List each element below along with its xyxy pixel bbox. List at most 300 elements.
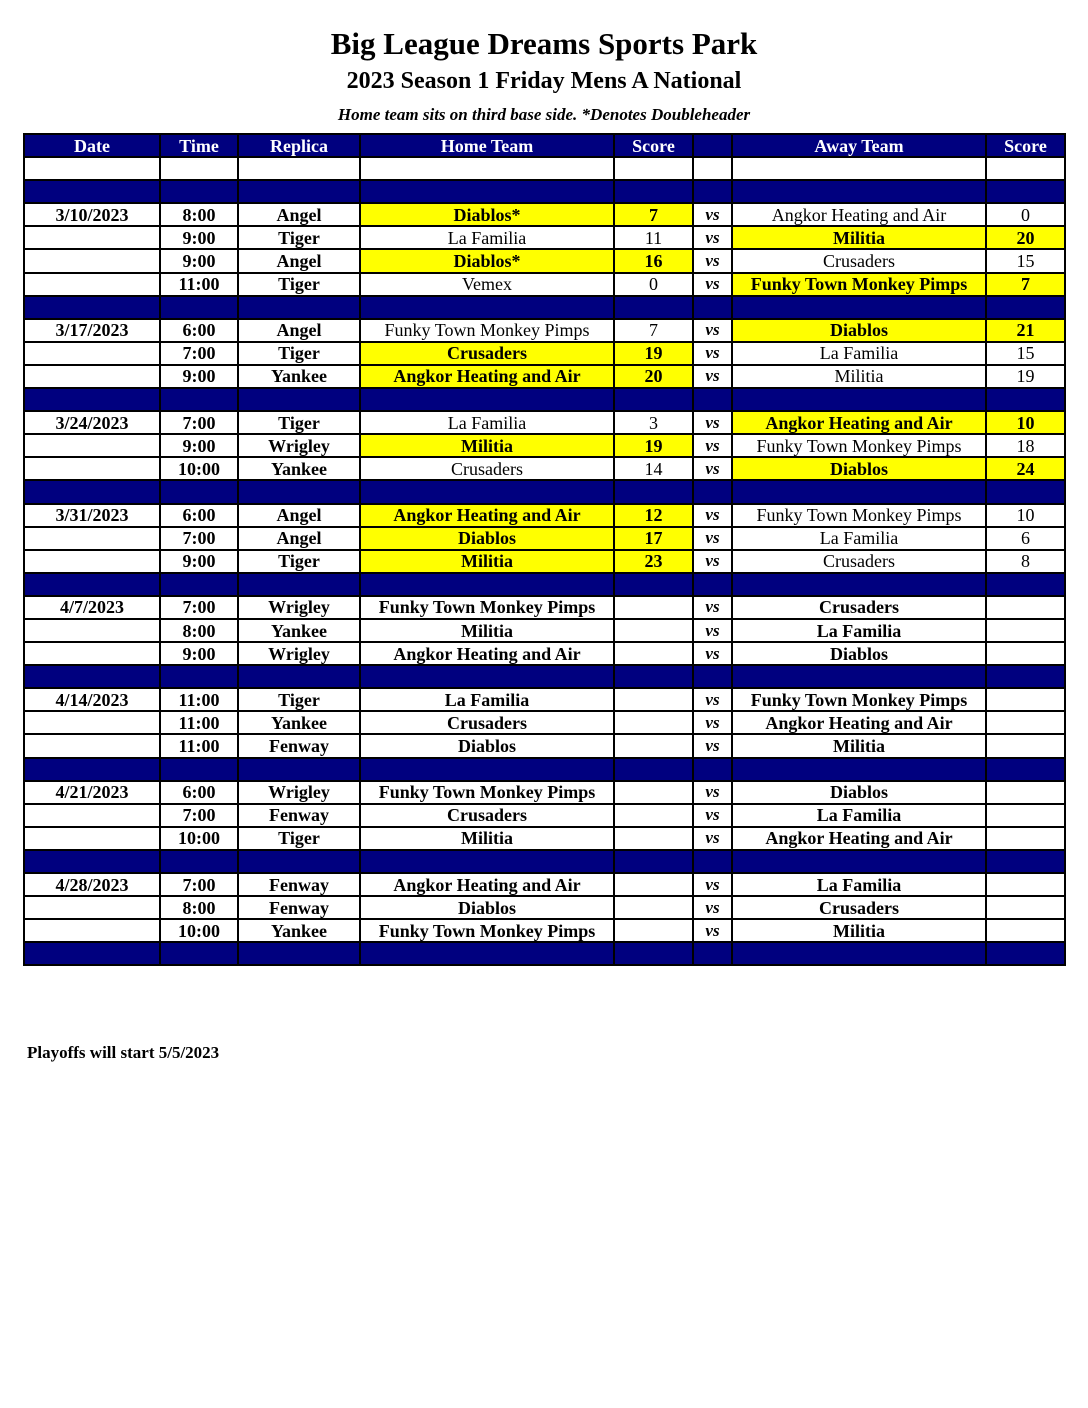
away-score-cell bbox=[986, 480, 1065, 503]
vs-cell: vs bbox=[693, 342, 732, 365]
replica-cell: Yankee bbox=[238, 457, 360, 480]
away-team-cell: Crusaders bbox=[732, 550, 986, 573]
separator-row bbox=[24, 942, 1065, 965]
date-cell bbox=[24, 734, 160, 757]
home-score-cell: 17 bbox=[614, 527, 693, 550]
away-team-cell bbox=[732, 157, 986, 180]
separator-row bbox=[24, 480, 1065, 503]
away-score-cell bbox=[986, 688, 1065, 711]
away-team-cell: Angkor Heating and Air bbox=[732, 711, 986, 734]
time-cell: 10:00 bbox=[160, 457, 238, 480]
away-score-cell bbox=[986, 919, 1065, 942]
away-team-cell bbox=[732, 180, 986, 203]
home-team-cell: Militia bbox=[360, 619, 614, 642]
vs-cell: vs bbox=[693, 550, 732, 573]
col-header-away-team: Away Team bbox=[732, 134, 986, 157]
vs-cell bbox=[693, 758, 732, 781]
vs-cell: vs bbox=[693, 642, 732, 665]
time-cell: 6:00 bbox=[160, 504, 238, 527]
away-score-cell: 19 bbox=[986, 365, 1065, 388]
vs-cell: vs bbox=[693, 596, 732, 619]
home-score-cell: 14 bbox=[614, 457, 693, 480]
replica-cell: Fenway bbox=[238, 804, 360, 827]
home-team-cell: Crusaders bbox=[360, 457, 614, 480]
date-cell bbox=[24, 665, 160, 688]
home-score-cell bbox=[614, 388, 693, 411]
away-team-cell: Militia bbox=[732, 226, 986, 249]
time-cell bbox=[160, 296, 238, 319]
home-score-cell: 11 bbox=[614, 226, 693, 249]
date-cell bbox=[24, 273, 160, 296]
col-header-home-team: Home Team bbox=[360, 134, 614, 157]
vs-cell: vs bbox=[693, 504, 732, 527]
date-cell bbox=[24, 573, 160, 596]
date-cell bbox=[24, 249, 160, 272]
replica-cell bbox=[238, 942, 360, 965]
away-score-cell bbox=[986, 734, 1065, 757]
away-team-cell bbox=[732, 480, 986, 503]
time-cell bbox=[160, 388, 238, 411]
away-score-cell bbox=[986, 642, 1065, 665]
home-team-cell: Crusaders bbox=[360, 342, 614, 365]
time-cell: 9:00 bbox=[160, 550, 238, 573]
home-score-cell bbox=[614, 734, 693, 757]
away-team-cell: Funky Town Monkey Pimps bbox=[732, 504, 986, 527]
vs-cell: vs bbox=[693, 734, 732, 757]
home-team-cell: Diablos bbox=[360, 734, 614, 757]
date-cell bbox=[24, 896, 160, 919]
away-score-cell: 24 bbox=[986, 457, 1065, 480]
page-subtitle: 2023 Season 1 Friday Mens A National bbox=[346, 68, 742, 94]
away-score-cell bbox=[986, 942, 1065, 965]
away-team-cell: Militia bbox=[732, 734, 986, 757]
game-row bbox=[24, 319, 1065, 342]
home-score-cell: 19 bbox=[614, 434, 693, 457]
replica-cell bbox=[238, 758, 360, 781]
home-score-cell bbox=[614, 758, 693, 781]
time-cell: 7:00 bbox=[160, 804, 238, 827]
away-score-cell bbox=[986, 619, 1065, 642]
home-team-cell: Diablos bbox=[360, 527, 614, 550]
replica-cell bbox=[238, 480, 360, 503]
separator-row bbox=[24, 388, 1065, 411]
home-score-cell bbox=[614, 873, 693, 896]
home-score-cell: 0 bbox=[614, 273, 693, 296]
date-cell bbox=[24, 827, 160, 850]
vs-cell: vs bbox=[693, 457, 732, 480]
col-header-home-score: Score bbox=[614, 134, 693, 157]
game-row bbox=[24, 642, 1065, 665]
date-cell bbox=[24, 550, 160, 573]
time-cell: 6:00 bbox=[160, 781, 238, 804]
home-score-cell: 16 bbox=[614, 249, 693, 272]
vs-cell: vs bbox=[693, 804, 732, 827]
game-row bbox=[24, 711, 1065, 734]
date-cell bbox=[24, 434, 160, 457]
away-score-cell bbox=[986, 758, 1065, 781]
schedule-body bbox=[24, 157, 1065, 965]
vs-cell bbox=[693, 573, 732, 596]
game-row bbox=[24, 873, 1065, 896]
replica-cell: Tiger bbox=[238, 226, 360, 249]
replica-cell bbox=[238, 388, 360, 411]
home-team-cell bbox=[360, 388, 614, 411]
away-score-cell: 15 bbox=[986, 342, 1065, 365]
col-header-time: Time bbox=[160, 134, 238, 157]
away-team-cell: Militia bbox=[732, 365, 986, 388]
replica-cell bbox=[238, 573, 360, 596]
replica-cell: Wrigley bbox=[238, 596, 360, 619]
away-team-cell bbox=[732, 296, 986, 319]
time-cell: 9:00 bbox=[160, 226, 238, 249]
home-team-cell bbox=[360, 665, 614, 688]
home-team-cell: Funky Town Monkey Pimps bbox=[360, 919, 614, 942]
away-team-cell: La Familia bbox=[732, 527, 986, 550]
home-score-cell bbox=[614, 180, 693, 203]
home-score-cell bbox=[614, 665, 693, 688]
away-score-cell bbox=[986, 296, 1065, 319]
blank-row bbox=[24, 157, 1065, 180]
away-score-cell: 10 bbox=[986, 411, 1065, 434]
date-cell bbox=[24, 157, 160, 180]
game-row bbox=[24, 411, 1065, 434]
separator-row bbox=[24, 758, 1065, 781]
time-cell: 11:00 bbox=[160, 711, 238, 734]
home-team-cell: Angkor Heating and Air bbox=[360, 873, 614, 896]
replica-cell bbox=[238, 180, 360, 203]
away-score-cell bbox=[986, 873, 1065, 896]
page-note: Home team sits on third base side. *Denotes Doubleheader bbox=[337, 105, 751, 124]
home-team-cell bbox=[360, 157, 614, 180]
game-row bbox=[24, 734, 1065, 757]
date-cell: 3/31/2023 bbox=[24, 504, 160, 527]
date-cell bbox=[24, 180, 160, 203]
home-score-cell bbox=[614, 850, 693, 873]
vs-cell: vs bbox=[693, 919, 732, 942]
game-row bbox=[24, 688, 1065, 711]
away-team-cell: Funky Town Monkey Pimps bbox=[732, 434, 986, 457]
away-score-cell: 8 bbox=[986, 550, 1065, 573]
away-team-cell: Angkor Heating and Air bbox=[732, 827, 986, 850]
away-team-cell: Diablos bbox=[732, 319, 986, 342]
date-cell: 4/21/2023 bbox=[24, 781, 160, 804]
replica-cell: Tiger bbox=[238, 411, 360, 434]
time-cell: 6:00 bbox=[160, 319, 238, 342]
away-score-cell: 10 bbox=[986, 504, 1065, 527]
vs-cell: vs bbox=[693, 873, 732, 896]
game-row bbox=[24, 226, 1065, 249]
separator-row bbox=[24, 296, 1065, 319]
time-cell: 7:00 bbox=[160, 342, 238, 365]
vs-cell: vs bbox=[693, 781, 732, 804]
date-cell bbox=[24, 480, 160, 503]
game-row bbox=[24, 203, 1065, 226]
away-team-cell bbox=[732, 573, 986, 596]
time-cell: 11:00 bbox=[160, 688, 238, 711]
home-score-cell bbox=[614, 480, 693, 503]
home-team-cell: Diablos bbox=[360, 896, 614, 919]
game-row bbox=[24, 827, 1065, 850]
away-score-cell bbox=[986, 711, 1065, 734]
replica-cell: Wrigley bbox=[238, 642, 360, 665]
time-cell bbox=[160, 665, 238, 688]
vs-cell bbox=[693, 388, 732, 411]
vs-cell bbox=[693, 180, 732, 203]
separator-row bbox=[24, 850, 1065, 873]
away-score-cell bbox=[986, 850, 1065, 873]
replica-cell: Angel bbox=[238, 203, 360, 226]
time-cell: 8:00 bbox=[160, 896, 238, 919]
vs-cell bbox=[693, 942, 732, 965]
home-team-cell: La Familia bbox=[360, 226, 614, 249]
game-row bbox=[24, 896, 1065, 919]
home-team-cell: Funky Town Monkey Pimps bbox=[360, 781, 614, 804]
home-score-cell bbox=[614, 688, 693, 711]
col-header-replica: Replica bbox=[238, 134, 360, 157]
away-team-cell: Angkor Heating and Air bbox=[732, 203, 986, 226]
col-header-date: Date bbox=[24, 134, 160, 157]
date-cell bbox=[24, 527, 160, 550]
replica-cell: Wrigley bbox=[238, 781, 360, 804]
date-cell bbox=[24, 804, 160, 827]
home-team-cell: Militia bbox=[360, 434, 614, 457]
home-team-cell: Diablos* bbox=[360, 249, 614, 272]
time-cell: 8:00 bbox=[160, 203, 238, 226]
page-title: Big League Dreams Sports Park bbox=[330, 26, 758, 61]
home-team-cell: Funky Town Monkey Pimps bbox=[360, 319, 614, 342]
home-team-cell: Angkor Heating and Air bbox=[360, 504, 614, 527]
home-team-cell bbox=[360, 480, 614, 503]
away-team-cell: Funky Town Monkey Pimps bbox=[732, 688, 986, 711]
game-row bbox=[24, 781, 1065, 804]
home-score-cell bbox=[614, 896, 693, 919]
col-header-away-score: Score bbox=[986, 134, 1065, 157]
away-team-cell: Diablos bbox=[732, 642, 986, 665]
replica-cell bbox=[238, 665, 360, 688]
away-team-cell bbox=[732, 758, 986, 781]
replica-cell: Fenway bbox=[238, 734, 360, 757]
vs-cell bbox=[693, 850, 732, 873]
header-row bbox=[24, 134, 1065, 157]
away-team-cell bbox=[732, 850, 986, 873]
away-team-cell: Diablos bbox=[732, 781, 986, 804]
home-score-cell: 7 bbox=[614, 319, 693, 342]
vs-cell: vs bbox=[693, 319, 732, 342]
home-score-cell bbox=[614, 804, 693, 827]
time-cell: 8:00 bbox=[160, 619, 238, 642]
time-cell bbox=[160, 480, 238, 503]
away-team-cell: La Familia bbox=[732, 619, 986, 642]
home-team-cell: Crusaders bbox=[360, 711, 614, 734]
away-score-cell: 18 bbox=[986, 434, 1065, 457]
replica-cell: Angel bbox=[238, 527, 360, 550]
replica-cell: Tiger bbox=[238, 273, 360, 296]
home-team-cell: La Familia bbox=[360, 688, 614, 711]
game-row bbox=[24, 434, 1065, 457]
vs-cell bbox=[693, 157, 732, 180]
away-score-cell bbox=[986, 896, 1065, 919]
home-score-cell bbox=[614, 711, 693, 734]
away-team-cell bbox=[732, 942, 986, 965]
replica-cell: Fenway bbox=[238, 896, 360, 919]
date-cell bbox=[24, 342, 160, 365]
separator-row bbox=[24, 573, 1065, 596]
home-team-cell: Militia bbox=[360, 550, 614, 573]
replica-cell: Angel bbox=[238, 319, 360, 342]
away-score-cell bbox=[986, 388, 1065, 411]
away-score-cell bbox=[986, 827, 1065, 850]
away-team-cell: Funky Town Monkey Pimps bbox=[732, 273, 986, 296]
away-score-cell bbox=[986, 573, 1065, 596]
vs-cell bbox=[693, 665, 732, 688]
away-team-cell bbox=[732, 388, 986, 411]
replica-cell: Yankee bbox=[238, 919, 360, 942]
replica-cell: Tiger bbox=[238, 550, 360, 573]
time-cell bbox=[160, 573, 238, 596]
time-cell: 7:00 bbox=[160, 873, 238, 896]
away-team-cell: Militia bbox=[732, 919, 986, 942]
away-team-cell: La Familia bbox=[732, 342, 986, 365]
date-cell bbox=[24, 942, 160, 965]
home-team-cell bbox=[360, 850, 614, 873]
date-cell: 4/28/2023 bbox=[24, 873, 160, 896]
date-cell bbox=[24, 226, 160, 249]
replica-cell: Tiger bbox=[238, 688, 360, 711]
game-row bbox=[24, 457, 1065, 480]
time-cell: 10:00 bbox=[160, 919, 238, 942]
time-cell bbox=[160, 850, 238, 873]
time-cell: 9:00 bbox=[160, 642, 238, 665]
date-cell bbox=[24, 642, 160, 665]
replica-cell: Fenway bbox=[238, 873, 360, 896]
home-team-cell: La Familia bbox=[360, 411, 614, 434]
home-team-cell bbox=[360, 942, 614, 965]
home-score-cell: 20 bbox=[614, 365, 693, 388]
away-score-cell: 20 bbox=[986, 226, 1065, 249]
home-team-cell bbox=[360, 758, 614, 781]
replica-cell bbox=[238, 157, 360, 180]
time-cell: 7:00 bbox=[160, 596, 238, 619]
game-row bbox=[24, 273, 1065, 296]
home-team-cell: Militia bbox=[360, 827, 614, 850]
game-row bbox=[24, 527, 1065, 550]
time-cell bbox=[160, 157, 238, 180]
time-cell bbox=[160, 180, 238, 203]
game-row bbox=[24, 504, 1065, 527]
away-team-cell: Angkor Heating and Air bbox=[732, 411, 986, 434]
home-score-cell bbox=[614, 573, 693, 596]
date-cell bbox=[24, 296, 160, 319]
time-cell: 7:00 bbox=[160, 527, 238, 550]
vs-cell: vs bbox=[693, 365, 732, 388]
time-cell: 10:00 bbox=[160, 827, 238, 850]
home-score-cell bbox=[614, 619, 693, 642]
vs-cell bbox=[693, 296, 732, 319]
away-score-cell bbox=[986, 596, 1065, 619]
replica-cell: Yankee bbox=[238, 619, 360, 642]
home-score-cell: 7 bbox=[614, 203, 693, 226]
home-score-cell bbox=[614, 942, 693, 965]
replica-cell: Tiger bbox=[238, 827, 360, 850]
home-score-cell: 12 bbox=[614, 504, 693, 527]
game-row bbox=[24, 596, 1065, 619]
away-score-cell: 6 bbox=[986, 527, 1065, 550]
col-header-vs bbox=[693, 134, 732, 157]
time-cell bbox=[160, 758, 238, 781]
home-score-cell bbox=[614, 596, 693, 619]
away-team-cell: Crusaders bbox=[732, 896, 986, 919]
date-cell: 3/10/2023 bbox=[24, 203, 160, 226]
home-score-cell bbox=[614, 157, 693, 180]
away-team-cell bbox=[732, 665, 986, 688]
date-cell: 4/14/2023 bbox=[24, 688, 160, 711]
time-cell: 9:00 bbox=[160, 434, 238, 457]
vs-cell: vs bbox=[693, 896, 732, 919]
away-score-cell bbox=[986, 665, 1065, 688]
away-team-cell: La Familia bbox=[732, 804, 986, 827]
home-team-cell: Vemex bbox=[360, 273, 614, 296]
away-team-cell: Diablos bbox=[732, 457, 986, 480]
date-cell: 3/17/2023 bbox=[24, 319, 160, 342]
schedule-table bbox=[23, 133, 1066, 966]
home-team-cell bbox=[360, 296, 614, 319]
home-team-cell: Funky Town Monkey Pimps bbox=[360, 596, 614, 619]
vs-cell: vs bbox=[693, 688, 732, 711]
vs-cell: vs bbox=[693, 619, 732, 642]
game-row bbox=[24, 619, 1065, 642]
separator-row bbox=[24, 665, 1065, 688]
time-cell: 11:00 bbox=[160, 734, 238, 757]
vs-cell: vs bbox=[693, 203, 732, 226]
replica-cell: Wrigley bbox=[238, 434, 360, 457]
date-cell bbox=[24, 850, 160, 873]
time-cell bbox=[160, 942, 238, 965]
replica-cell bbox=[238, 296, 360, 319]
separator-row bbox=[24, 180, 1065, 203]
away-score-cell bbox=[986, 157, 1065, 180]
game-row bbox=[24, 550, 1065, 573]
home-score-cell bbox=[614, 296, 693, 319]
date-cell bbox=[24, 758, 160, 781]
home-team-cell: Angkor Heating and Air bbox=[360, 365, 614, 388]
replica-cell: Yankee bbox=[238, 365, 360, 388]
home-score-cell bbox=[614, 781, 693, 804]
away-score-cell: 0 bbox=[986, 203, 1065, 226]
home-team-cell: Angkor Heating and Air bbox=[360, 642, 614, 665]
time-cell: 9:00 bbox=[160, 365, 238, 388]
date-cell: 3/24/2023 bbox=[24, 411, 160, 434]
time-cell: 9:00 bbox=[160, 249, 238, 272]
game-row bbox=[24, 342, 1065, 365]
home-team-cell bbox=[360, 180, 614, 203]
date-cell bbox=[24, 711, 160, 734]
away-score-cell bbox=[986, 804, 1065, 827]
vs-cell: vs bbox=[693, 434, 732, 457]
home-score-cell: 3 bbox=[614, 411, 693, 434]
date-cell bbox=[24, 365, 160, 388]
vs-cell: vs bbox=[693, 711, 732, 734]
vs-cell: vs bbox=[693, 411, 732, 434]
home-team-cell: Diablos* bbox=[360, 203, 614, 226]
away-team-cell: Crusaders bbox=[732, 596, 986, 619]
replica-cell: Yankee bbox=[238, 711, 360, 734]
away-score-cell bbox=[986, 781, 1065, 804]
replica-cell: Angel bbox=[238, 504, 360, 527]
game-row bbox=[24, 365, 1065, 388]
replica-cell: Angel bbox=[238, 249, 360, 272]
vs-cell bbox=[693, 480, 732, 503]
vs-cell: vs bbox=[693, 827, 732, 850]
